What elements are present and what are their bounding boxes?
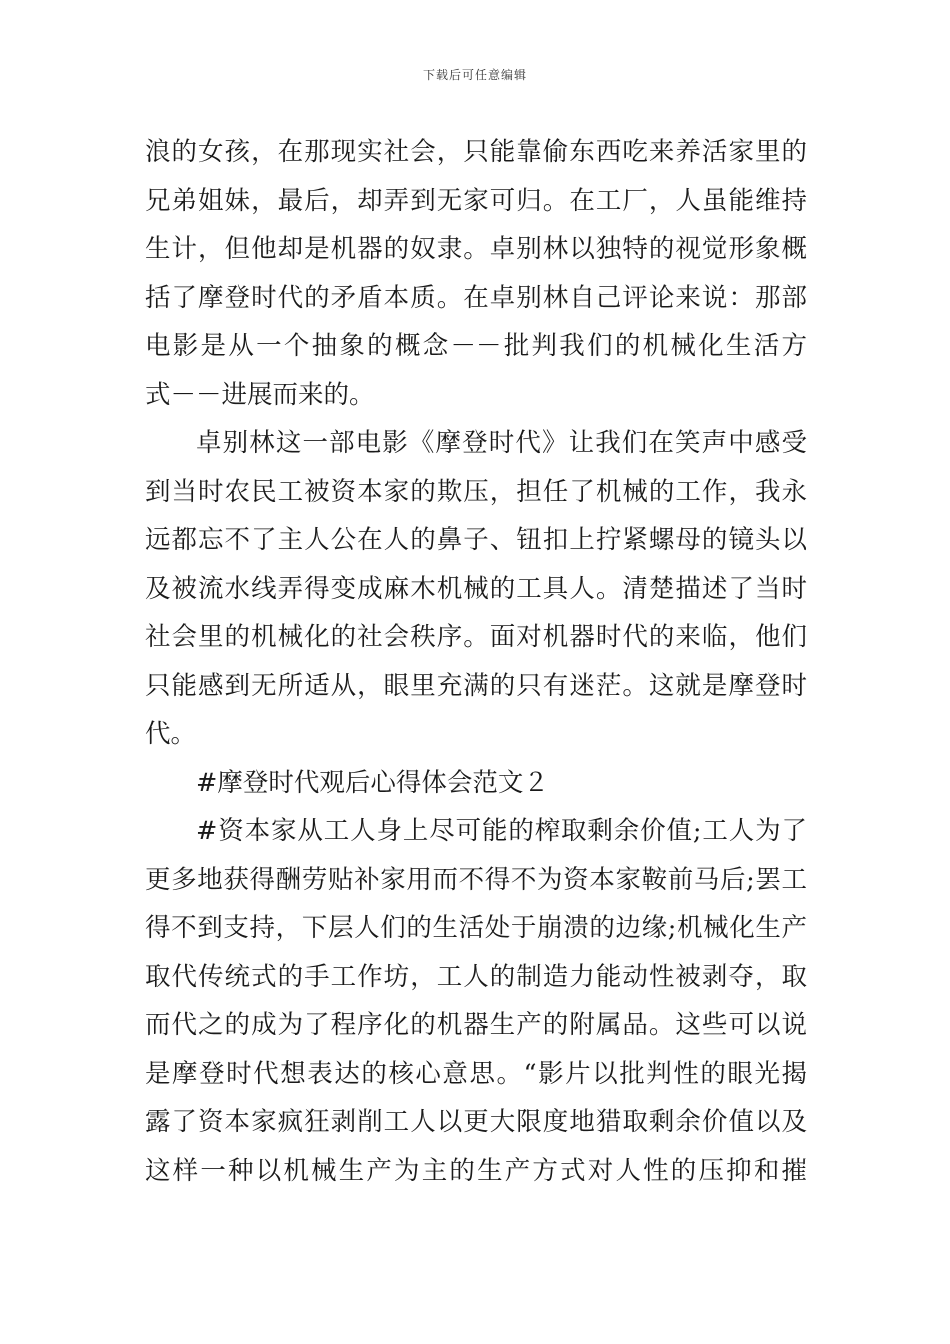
text-line: 得不到支持，下层人们的生活处于崩溃的边缘;机械化生产 [145,913,807,943]
text-line: 括了摩登时代的矛盾本质。在卓别林自己评论来说：那部 [145,282,807,313]
text-line: 浪的女孩，在那现实社会，只能靠偷东西吃来养活家里的 [145,137,807,167]
text-line: 到当时农民工被资本家的欺压，担任了机械的工作，我永 [145,476,807,507]
text-line: 只能感到无所适从，眼里充满的只有迷茫。这就是摩登时 [145,670,807,701]
text-line: #资本家从工人身上尽可能的榨取剩余价值;工人为了 [196,816,807,846]
text-line: 式－－进展而来的。 [145,379,375,410]
text-line: 卓别林这一部电影《摩登时代》让我们在笑声中感受 [196,428,807,458]
text-line: #摩登时代观后心得体会范文２ [196,767,549,798]
text-line: 生计，但他却是机器的奴隶。卓别林以独特的视觉形象概 [145,234,807,264]
text-line: 社会里的机械化的社会秩序。面对机器时代的来临，他们 [145,622,807,652]
text-line: 是摩登时代想表达的核心意思。“影片以批判性的眼光揭 [145,1058,807,1089]
text-line: 兄弟姐妹，最后，却弄到无家可归。在工厂，人虽能维持 [145,185,807,216]
text-line: 远都忘不了主人公在人的鼻子、钮扣上拧紧螺母的镜头以 [145,525,807,555]
text-line: 更多地获得酬劳贴补家用而不得不为资本家鞍前马后;罢工 [145,864,807,895]
text-line: 露了资本家疯狂剥削工人以更大限度地猎取剩余价值以及 [145,1107,807,1137]
text-line: 这样一种以机械生产为主的生产方式对人性的压抑和摧 [145,1155,807,1186]
text-line: 代。 [145,719,197,749]
text-line: 及被流水线弄得变成麻木机械的工具人。清楚描述了当时 [145,573,807,604]
page-header: 下载后可任意编辑 [422,68,527,82]
text-line: 取代传统式的手工作坊，工人的制造力能动性被剥夺，取 [145,961,807,992]
text-line: 电影是从一个抽象的概念－－批判我们的机械化生活方 [145,331,807,361]
text-line: 而代之的成为了程序化的机器生产的附属品。这些可以说 [145,1010,807,1040]
document-body [145,128,807,1195]
